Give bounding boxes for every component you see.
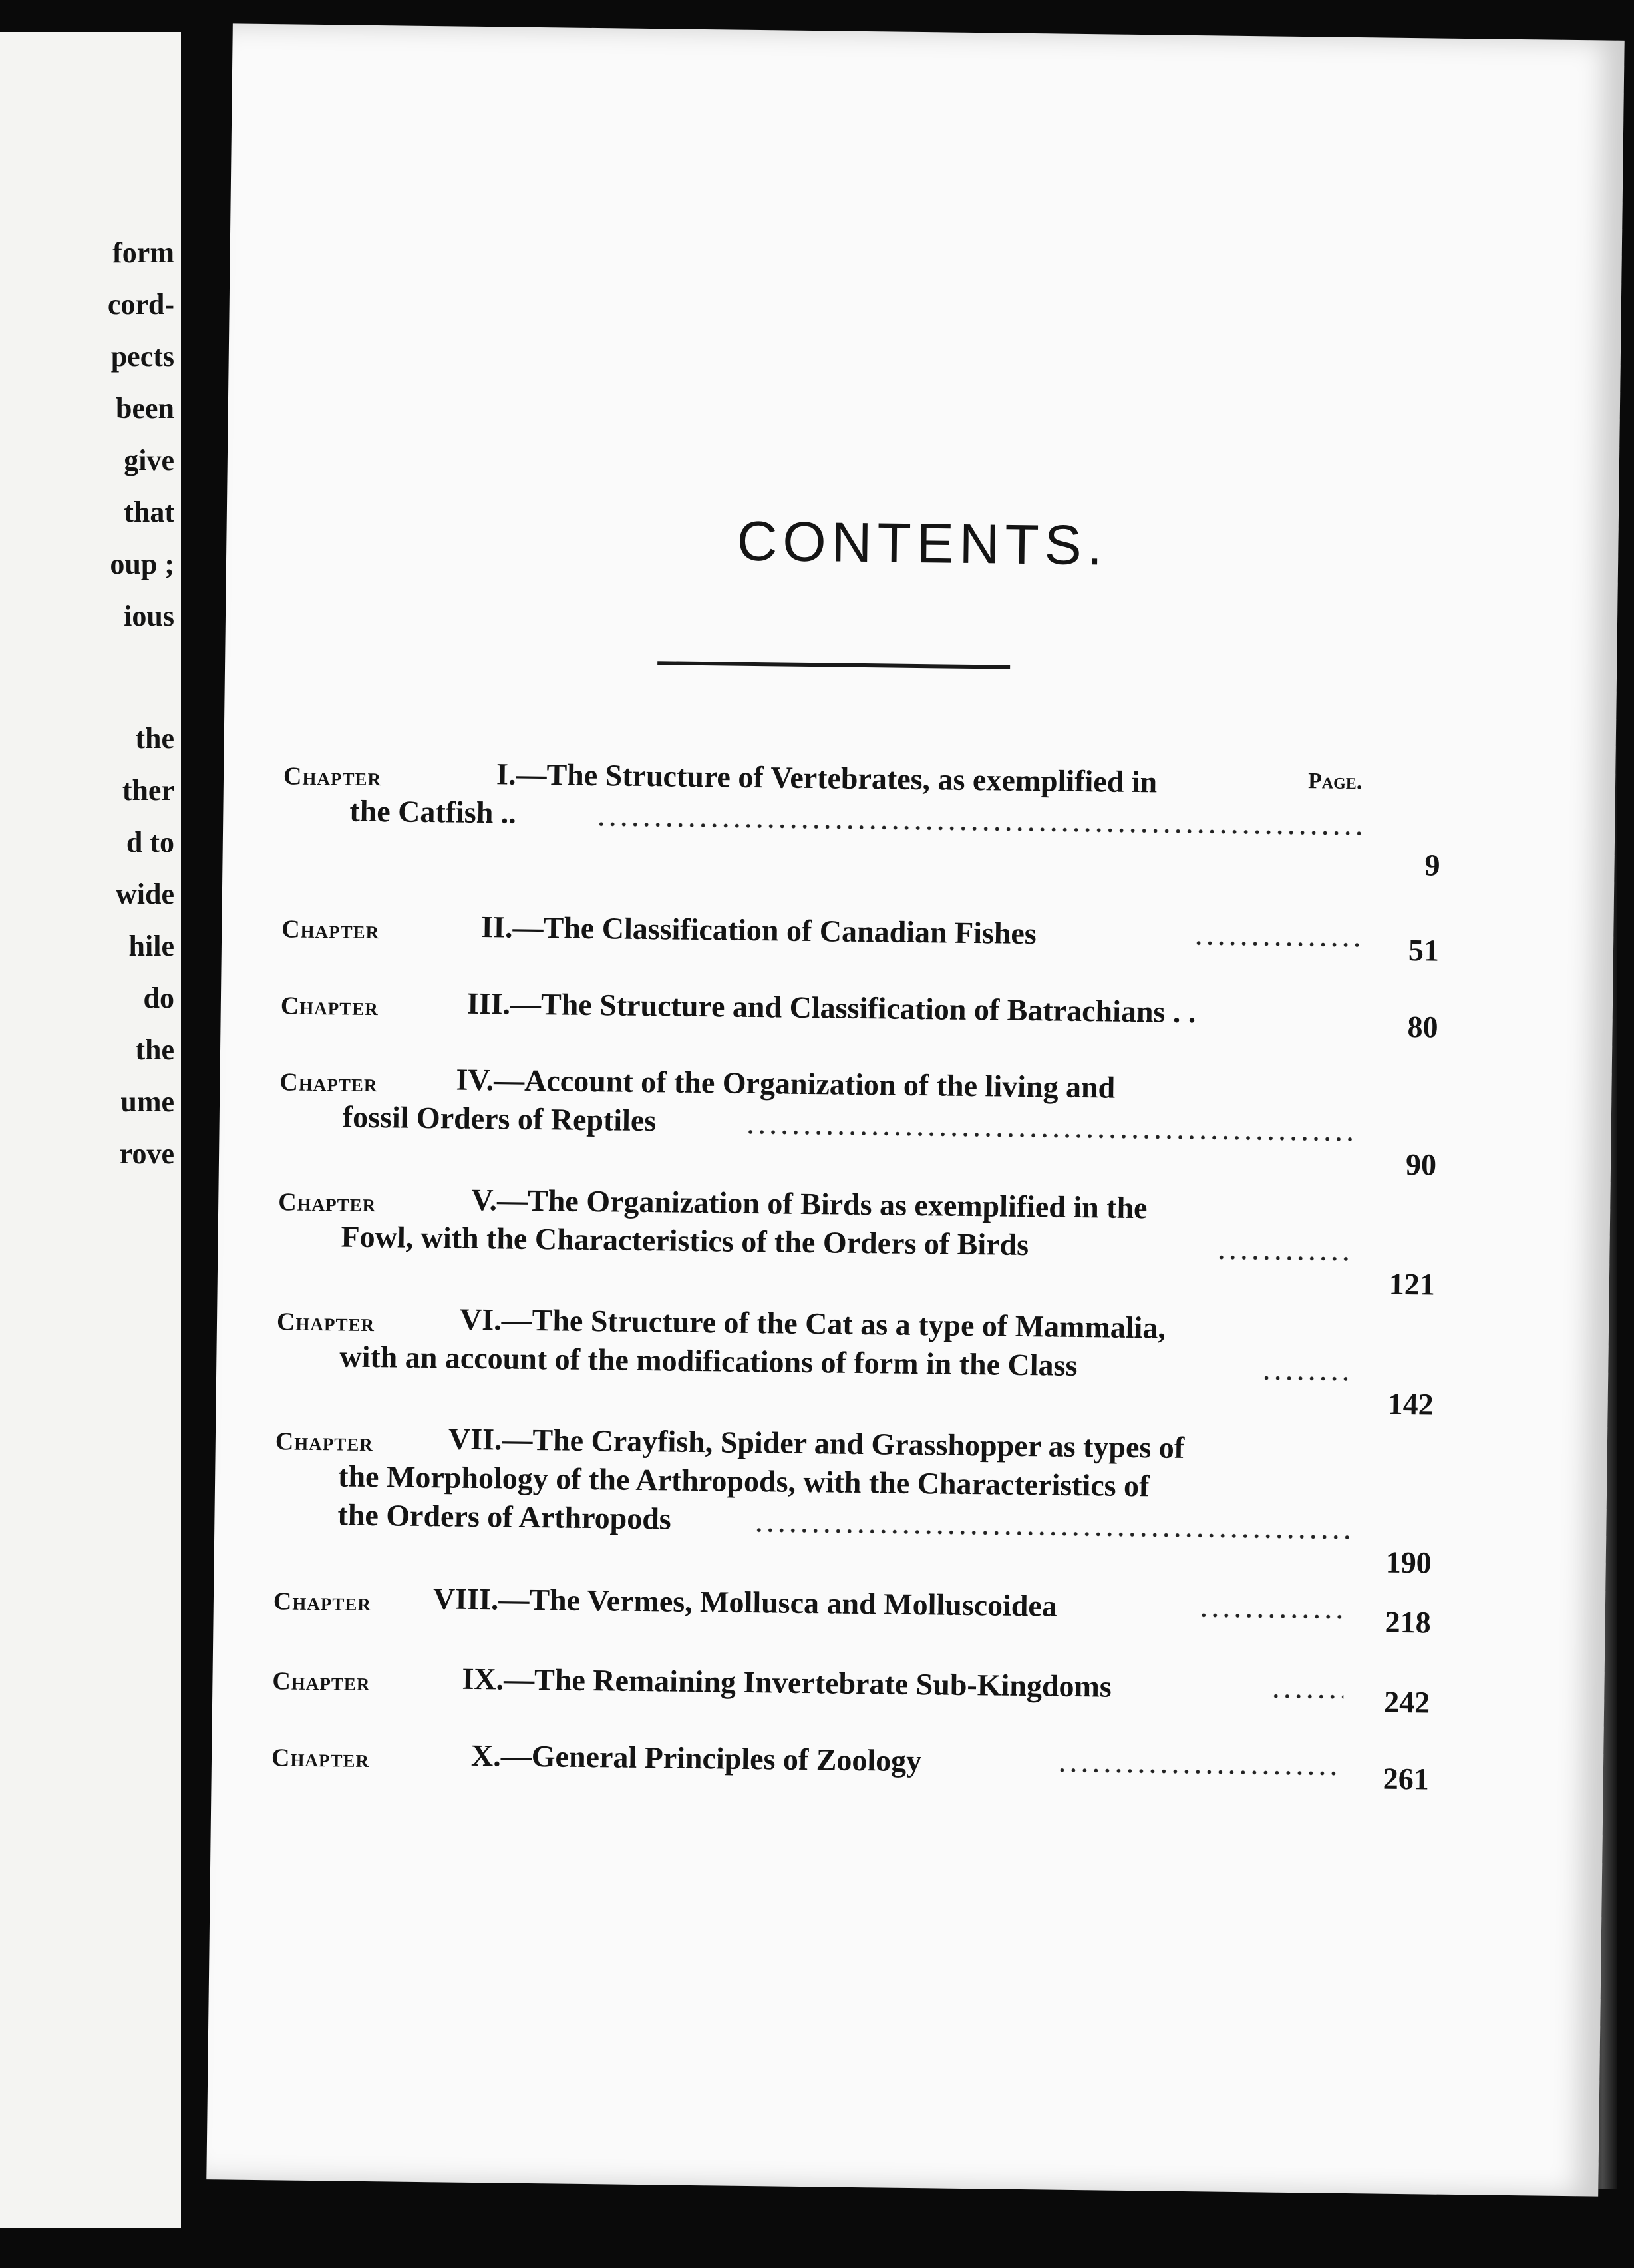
chapter-label: Chapter — [275, 1427, 374, 1457]
page-number: 90 — [1405, 1147, 1437, 1182]
chapter-title: I.—The Structure of Vertebrates, as exemplified in — [496, 757, 1158, 799]
dot-leader — [745, 1129, 1357, 1142]
page-number: 51 — [1408, 933, 1440, 968]
toc-entry — [280, 986, 1438, 1059]
page-number: 261 — [1383, 1761, 1430, 1796]
facing-page-line: form — [112, 236, 174, 269]
facing-page-line: oup ; — [110, 548, 174, 580]
chapter-label: Chapter — [279, 1068, 378, 1098]
chapter-label: Chapter — [273, 1587, 372, 1617]
facing-page-line: the — [135, 1034, 174, 1066]
facing-page-line: do — [143, 982, 174, 1014]
chapter-title: IX.—The Remaining Invertebrate Sub-Kingdoms — [462, 1661, 1112, 1704]
page-title: CONTENTS. — [736, 509, 1108, 577]
chapter-label: Chapter — [280, 992, 379, 1022]
chapter-title: X.—General Principles of Zoology — [470, 1738, 922, 1778]
toc-entry — [272, 1661, 1430, 1735]
chapter-title: VI.—The Structure of the Cat as a type of Mammalia, — [459, 1302, 1166, 1345]
dot-leader — [1216, 1255, 1349, 1262]
facing-page-line: d to — [126, 826, 174, 858]
chapter-title-cont: the Catfish .. — [349, 793, 517, 830]
chapter-label: Chapter — [276, 1308, 375, 1338]
facing-page-line: that — [124, 496, 174, 528]
chapter-title: IV.—Account of the Organization of the living and — [456, 1062, 1116, 1105]
chapter-title-cont: the Orders of Arthropods — [337, 1497, 672, 1536]
chapter-label: Chapter — [272, 1667, 371, 1697]
facing-page-line: ther — [122, 774, 174, 807]
toc-entry — [273, 1581, 1431, 1655]
facing-page-line: been — [116, 392, 174, 425]
dot-leader — [1198, 1612, 1345, 1620]
facing-page — [0, 32, 181, 2228]
facing-page-line: ume — [120, 1085, 174, 1118]
dot-leader — [753, 1527, 1352, 1540]
page-number: 121 — [1389, 1266, 1436, 1302]
chapter-title: VII.—The Crayfish, Spider and Grasshopper as types of — [448, 1421, 1185, 1465]
contents-page — [206, 23, 1624, 2196]
chapter-label: Chapter — [283, 762, 382, 792]
page-number: 218 — [1385, 1605, 1431, 1640]
dot-leader — [1057, 1768, 1343, 1776]
chapter-title-cont: Fowl, with the Characteristics of the Orders of Birds — [341, 1219, 1029, 1262]
chapter-title-cont: with an account of the modifications of form in the Class — [339, 1339, 1078, 1383]
page-number: 242 — [1383, 1684, 1430, 1720]
facing-page-line: rove — [119, 1137, 174, 1170]
facing-page-line: cord- — [107, 288, 174, 321]
chapter-label: Chapter — [271, 1744, 370, 1774]
facing-page-line: give — [124, 444, 174, 476]
toc-entry — [273, 1421, 1433, 1589]
chapter-label: Chapter — [281, 915, 380, 945]
dot-leader — [595, 821, 1361, 836]
page-number: 142 — [1387, 1386, 1434, 1421]
chapter-title: II.—The Classification of Canadian Fishes — [481, 910, 1037, 951]
chapter-title: III.—The Structure and Classification of Batrachians . . — [466, 986, 1196, 1030]
facing-page-line: wide — [116, 878, 174, 910]
contents-list — [206, 23, 1624, 2196]
toc-entry — [281, 909, 1440, 983]
toc-entry — [282, 756, 1441, 903]
page-column-label: Page. — [1307, 769, 1363, 795]
chapter-title-cont: the Morphology of the Arthropods, with the Characteristics of — [337, 1459, 1150, 1503]
toc-entry — [271, 1738, 1429, 1811]
facing-page-line: hile — [128, 930, 174, 962]
toc-entry — [279, 1062, 1438, 1189]
chapter-label: Chapter — [277, 1188, 377, 1218]
toc-entry — [275, 1302, 1434, 1429]
facing-page-line: ious — [124, 600, 174, 632]
facing-page-line: pects — [110, 340, 174, 373]
chapter-title: V.—The Organization of Birds as exemplified in the — [470, 1182, 1148, 1225]
dot-leader — [1193, 940, 1359, 948]
chapter-title-cont: fossil Orders of Reptiles — [342, 1099, 657, 1138]
page-number: 190 — [1385, 1545, 1432, 1580]
page-number: 80 — [1407, 1010, 1438, 1044]
dot-leader — [1261, 1375, 1347, 1382]
facing-page-line: the — [135, 722, 174, 755]
page-number: 9 — [1424, 848, 1440, 882]
toc-entry — [277, 1182, 1436, 1309]
dot-leader — [1270, 1694, 1343, 1700]
chapter-title: VIII.—The Vermes, Mollusca and Molluscoidea — [432, 1581, 1058, 1623]
